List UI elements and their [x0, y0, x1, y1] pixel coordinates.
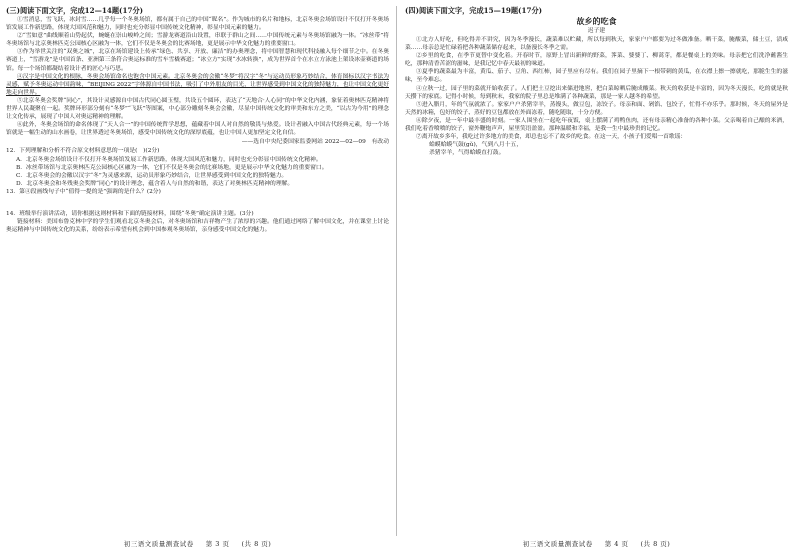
page-number: 第 4 页: [604, 540, 629, 548]
page-number: 第 3 页: [205, 540, 230, 548]
question-14: 14．班级举行演讲活动，请你根据这则材料和下面的链接材料，围绕“冬奥”确定演讲主题。(3分): [6, 210, 254, 217]
paragraph: ⑤北京冬奥会奖牌“同心”，其设计灵感源自中国古代同心圆玉璧，共设五个圆环，表达了“天地合·人心同”的中华文化内涵，象征着奥林匹克精神将世界人民凝聚在一起。奖牌环形部分刻有“冬梦”“飞跃”等图案，中心部分雕刻冬奥会会徽，尽显中国传统文化的审美和东方之美，“以古为今用”的理念让文化传承，展现了中国人对奥运精神的理解。: [6, 97, 389, 121]
right-page: [405, 6, 788, 536]
article-author: 迟子建: [587, 28, 606, 34]
paragraph: ⑦离开故乡多年，我吃过许多地方的美食，却总也忘不了故乡的吃食。在这一天，小孩子们爱唱一首歌谣：: [416, 134, 687, 141]
paragraph: ④立秋一过，园子里的菜就开始收获了。人们把土豆挖出来储进地窖，把白菜晾晒后腌成酸菜。秋天的收获是丰富的，因为冬天漫长，吃的就是秋天攒下的家底。记得小时候，每到秋末，我家的院子里总是堆满了各种蔬菜，那是一家人越冬的希望。: [405, 85, 788, 100]
left-page: [6, 6, 389, 536]
section-heading: (三)阅读下面文字，完成12—14题(17分): [6, 6, 144, 15]
option-c: C．北京冬奥会的会徽以汉字“冬”为灵感来源，运动员形象巧妙结合，让世界感受到中国文化的独特魅力。: [16, 172, 288, 179]
paragraph: ⑥此外，冬奥会场馆的命名体现了“天人合一”的中国传统哲学思想，蕴藏着中国人对自然的敬畏与热爱。设计者融入中国古代经典元素，每一个场馆就是一幅生动的山水画卷，让世界透过冬奥场馆，感受中国传统文化的深厚底蕴，也让中国人更加坚定文化自信。: [6, 122, 389, 137]
paragraph: ③夏季的蔬菜最为丰富，黄瓜、茄子、豆角、西红柿，园子里应有尽有。我们在园子里摘下一根带刺的黄瓜，在衣襟上擦一擦就吃，那脆生生的滋味，至今难忘。: [405, 69, 788, 84]
paragraph: ③作为举世关注的“双奥之城”，北京在场馆建设上传承“绿色、共享、开放、廉洁”的办奥理念，将中国智慧和现代科技融入每个细节之中。在冬奥赛道上，“雪游龙”是中国首条、亚洲第三条符合奥运标准的雪车雪橇赛道；“冰立方”实现“水冰转换”，成为世界首个在水立方泳池上架设冰壶赛道的场馆。每一个场馆都凝结着设计者的匠心与巧思。: [6, 49, 389, 72]
exam-name: 初三语文质量测查试卷: [123, 540, 194, 548]
option-b: B．冰丝带场馆与北京奥林匹克公园核心区融为一体，它们不仅是冬奥会的比赛场地，更是展示中华文化魅力的重要窗口。: [16, 164, 328, 171]
paragraph: ①雪消息，雪飞跃，冰封雪……几乎每一个冬奥场馆，都有属于自己的中国“昵名”。作为城市的名片和地标，北京冬奥会场馆设计不仅打开冬奥场馆发展工作新思路，体现大国风范和魅力，同时也充分彰显中国传统文化精神，彰显中国元素的魅力。: [6, 17, 389, 32]
paragraph: ⑥除夕夜，是一年中最丰盛的时刻。一家人围坐在一起吃年夜饭，桌上摆满了鸡鸭鱼肉，还有母亲精心准备的各种小菜。父亲喝着自己酿的米酒，我们吃着香喷喷的饺子，窗外鞭炮声声，屋里笑语盈盈。那种温暖和幸福，是我一生中最珍贵的记忆。: [405, 117, 788, 133]
section-heading: (四)阅读下面文字，完成15—19题(17分): [405, 6, 543, 15]
paragraph: ⑤进入腊月，年的气氛就浓了。家家户户杀猪宰羊，蒸馒头，做豆包，冻饺子。母亲和面、剁馅、包饺子，忙得不亦乐乎。那时候，冬天的屋外是天然的冰箱，包好的饺子、蒸好的豆包都放在外面冻着，随吃随取，十分方便。: [405, 101, 788, 116]
answer-space: [6, 196, 389, 210]
verse-line: 蛤蟆蛤蟆气鼓(gǔ)，气到八月十五，: [429, 142, 523, 149]
page-footer-right: [405, 540, 788, 549]
article-title: 故乡的吃食: [576, 16, 617, 26]
option-a: A．北京冬奥会场馆设计不仅打开冬奥场馆发展工作新思路，体现大国风范和魅力，同时也充分彰显中国传统文化精神。: [16, 156, 322, 163]
question-13: 13．第④段画线句子中“值得一提的是”强调的是什么？(2分): [6, 188, 161, 195]
link-material: 链接材料：美国布鲁克林中学的学生们观看北京冬奥会后，对冬奥场馆和吉祥物产生了浓厚的兴趣。他们通过网络了解中国文化，并在课堂上讨论奥运精神与中国传统文化的关系，纷纷表示希望有机会到中国参观冬奥场馆，亲身感受中国文化的魅力。: [6, 219, 389, 234]
option-d: D．北京冬奥会和冬残奥会奖牌“同心”的设计理念，蕴含着人与自然的和谐，表达了对奥林匹克精神的理解。: [16, 180, 294, 187]
question-12: 12．下列理解和分析不符合原文材料意思的一项是( )(2分): [6, 148, 160, 155]
paragraph: ①北方人好吃，但吃得并不讲究，因为冬季漫长，蔬菜难以贮藏，所以每到秋天，家家户户都要为过冬做准备。晒干菜，腌酸菜，储土豆，渍咸菜……母亲总是忙碌着把各种蔬菜储存起来，以备漫长冬季之需。: [405, 37, 788, 52]
paragraph: ②乡里的吃食，在季节更替中变化着。开春时节，原野上冒出新鲜的野菜，荠菜、婆婆丁、柳蒿芽，都是餐桌上的美味。母亲把它们洗净蘸酱生吃，那种清香苦涩的滋味，是我记忆中春天最初的味道。: [405, 53, 788, 68]
paragraph-underlined: ④汉字是中国文化的根脉，冬奥会场馆命名也饱含中国元素。北京冬奥会的会徽“冬梦”将汉字“冬”与运动员形象巧妙结合，体育图标以汉字书法为灵感，赋予冬奥运动中国韵味，“BEIJING 2022”字体源自中国书法，吸引了中外朋友的目光，让世界感受到中国文化的独特魅力，也让中国文化更好地走向世界。: [6, 73, 389, 96]
exam-name: 初三语文质量测查试卷: [522, 540, 593, 548]
column-divider: [396, 6, 397, 536]
page-total: (共 8 页): [241, 540, 272, 548]
paragraph: ②“雪如意”曲线顺着山势起伏，蜿蜒在崇山峻岭之间；雪游龙赛道沿山设置，串联于群山之间……中国传统元素与冬奥场馆融为一体。“冰丝带”将冬奥场馆与北京奥林匹克公园核心区融为一体，它们不仅是冬奥会的比赛场地，更是展示中华文化魅力的重要窗口。: [6, 33, 389, 48]
page-footer-left: [6, 540, 389, 549]
verse-line: 杀猪宰羊，气得蛤蟆直打鼓。: [429, 150, 505, 157]
source-citation: ——选自中央纪委国家监委网站 2022—02—09 有改动: [241, 139, 389, 146]
page-total: (共 8 页): [640, 540, 671, 548]
